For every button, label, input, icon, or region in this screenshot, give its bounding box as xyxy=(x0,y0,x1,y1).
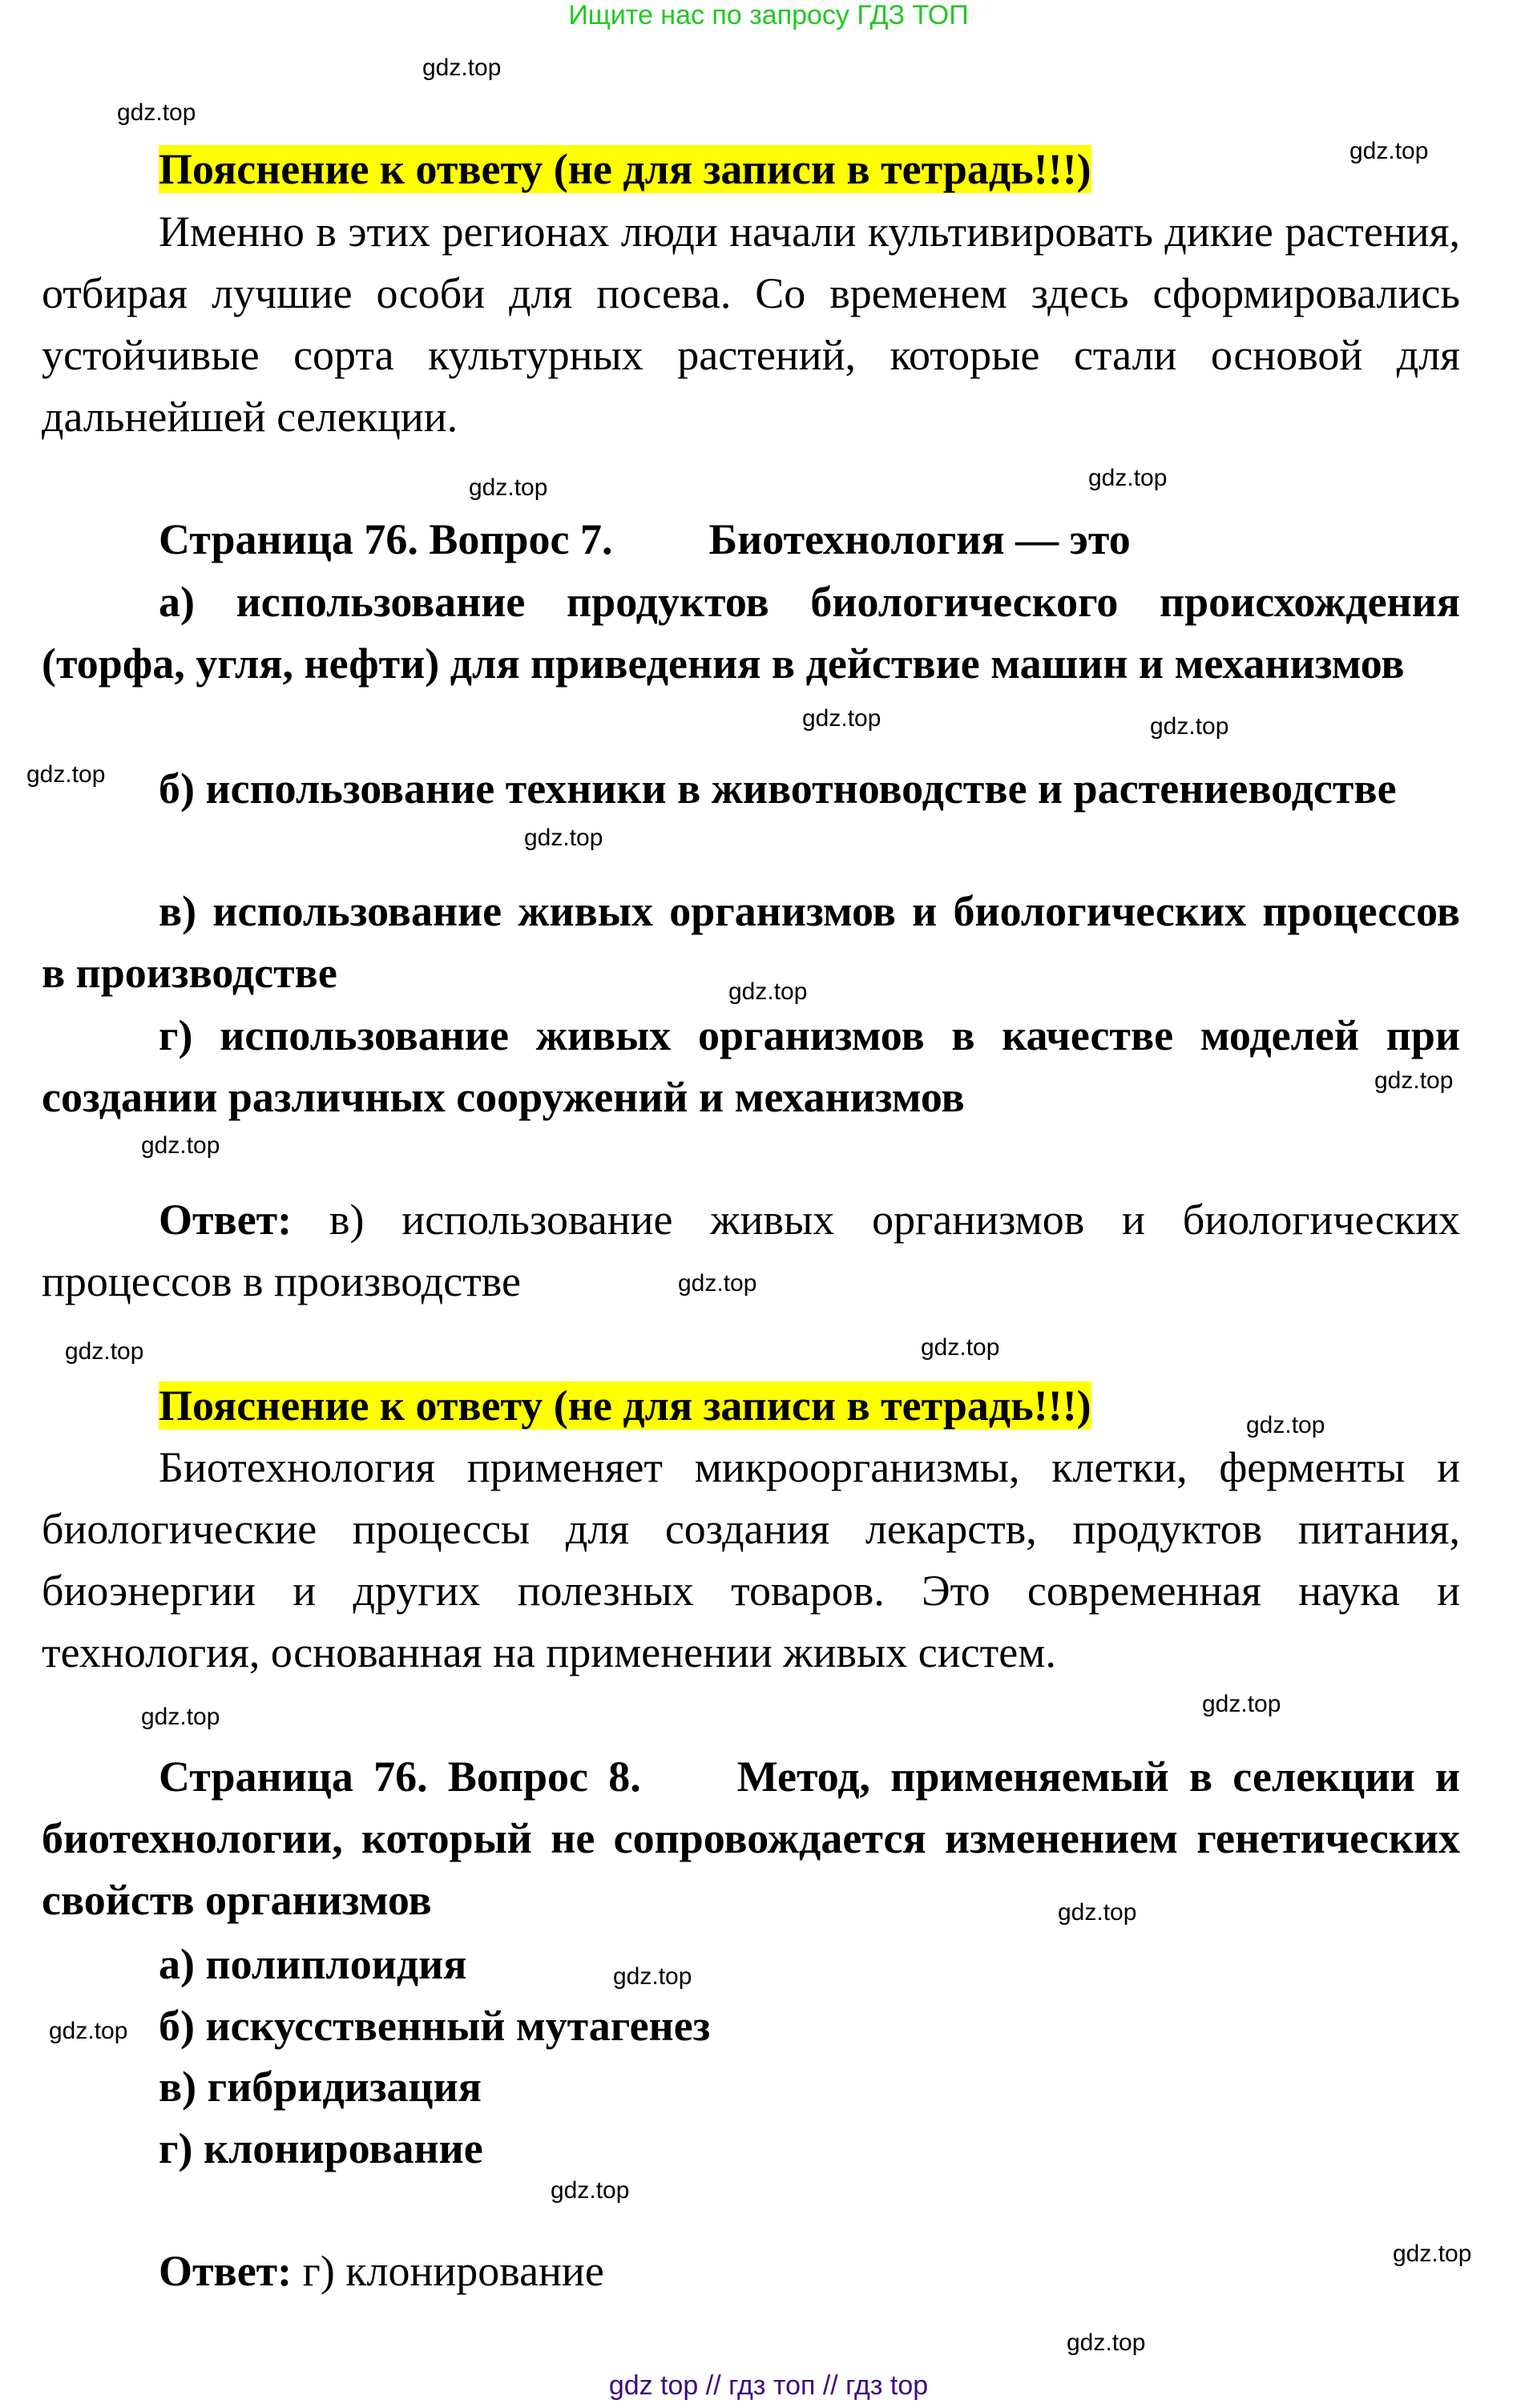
watermark: gdz.top xyxy=(1349,138,1429,164)
q8-option-c: в) гибридизация xyxy=(159,2063,482,2111)
q8-page-question: Страница 76. Вопрос 8. xyxy=(159,1753,641,1801)
watermark: gdz.top xyxy=(469,474,548,501)
watermark: gdz.top xyxy=(728,978,808,1005)
watermark: gdz.top xyxy=(1374,1067,1454,1094)
watermark: gdz.top xyxy=(1058,1899,1137,1926)
watermark: gdz.top xyxy=(65,1338,144,1365)
watermark: gdz.top xyxy=(26,761,106,788)
note-heading-text: Пояснение к ответу (не для записи в тетрадь!!!) xyxy=(159,1381,1091,1430)
watermark: gdz.top xyxy=(1067,2329,1146,2356)
watermark: gdz.top xyxy=(1246,1412,1325,1438)
watermark: gdz.top xyxy=(141,1132,220,1159)
q8-option-d: г) клонирование xyxy=(159,2124,483,2172)
q7-option-a: а) использование продуктов биологического происхождения (торфа, угля, нефти) для приведения в действие машин и механизмов xyxy=(42,578,1460,688)
q8-option-a: а) полиплоидия xyxy=(159,1940,467,1988)
q8-heading xyxy=(42,1746,1460,1931)
watermark: gdz.top xyxy=(141,1704,220,1730)
watermark: gdz.top xyxy=(1150,713,1229,740)
watermark: gdz.top xyxy=(49,2018,128,2044)
watermark: gdz.top xyxy=(921,1334,1000,1361)
explanation-1: Именно в этих регионах люди начали культивировать дикие растения, отбирая лучшие особи для посева. Со временем здесь сформировались устойчивые сорта культурных растений, которые стали основой для дальнейшей селекции. xyxy=(42,208,1460,441)
watermark: gdz.top xyxy=(1088,465,1168,491)
answer-label: Ответ: xyxy=(159,2247,292,2295)
answer-text: в) использование живых организмов и биологических процессов в производстве xyxy=(42,1196,1461,1305)
watermark: gdz.top xyxy=(1202,1691,1281,1717)
footer-links[interactable]: gdz top // гдз топ // гдз top xyxy=(608,2370,929,2401)
watermark: gdz.top xyxy=(613,1963,692,1990)
watermark: gdz.top xyxy=(117,99,196,126)
q7-question: Биотехнология — это xyxy=(708,515,1131,563)
q8-answer xyxy=(42,2241,1460,2302)
watermark: gdz.top xyxy=(551,2177,630,2204)
note-heading-1 xyxy=(42,139,1460,200)
q7-option-b: б) использование техники в животноводстве и растениеводстве xyxy=(159,764,1397,813)
q7-option-c: в) использование живых организмов и биологических процессов в производстве xyxy=(42,887,1460,997)
q8-question: Метод, применяемый в селекции и биотехнологии, который не сопровождается изменением генетических свойств организмов xyxy=(42,1753,1460,1924)
watermark: gdz.top xyxy=(678,1270,757,1297)
watermark: gdz.top xyxy=(802,705,881,732)
watermark: gdz.top xyxy=(524,825,603,851)
q7-page-question: Страница 76. Вопрос 7. xyxy=(159,515,613,563)
answer-label: Ответ: xyxy=(159,1196,292,1244)
watermark: gdz.top xyxy=(1393,2241,1472,2267)
q7-heading xyxy=(42,509,1460,571)
search-banner: Ищите нас по запросу ГДЗ ТОП xyxy=(568,0,969,30)
explanation-2: Биотехнология применяет микроорганизмы, клетки, ферменты и биологические процессы для создания лекарств, продуктов питания, биоэнергии и других полезных товаров. Это современная наука и технология, основанная на применении живых систем. xyxy=(42,1443,1460,1676)
answer-text: г) клонирование xyxy=(302,2247,604,2295)
watermark: gdz.top xyxy=(422,54,502,81)
note-heading-text: Пояснение к ответу (не для записи в тетрадь!!!) xyxy=(159,145,1091,193)
q7-option-d: г) использование живых организмов в качестве моделей при создании различных сооружений и механизмов xyxy=(42,1011,1460,1121)
q8-option-b: б) искусственный мутагенез xyxy=(159,2002,711,2050)
